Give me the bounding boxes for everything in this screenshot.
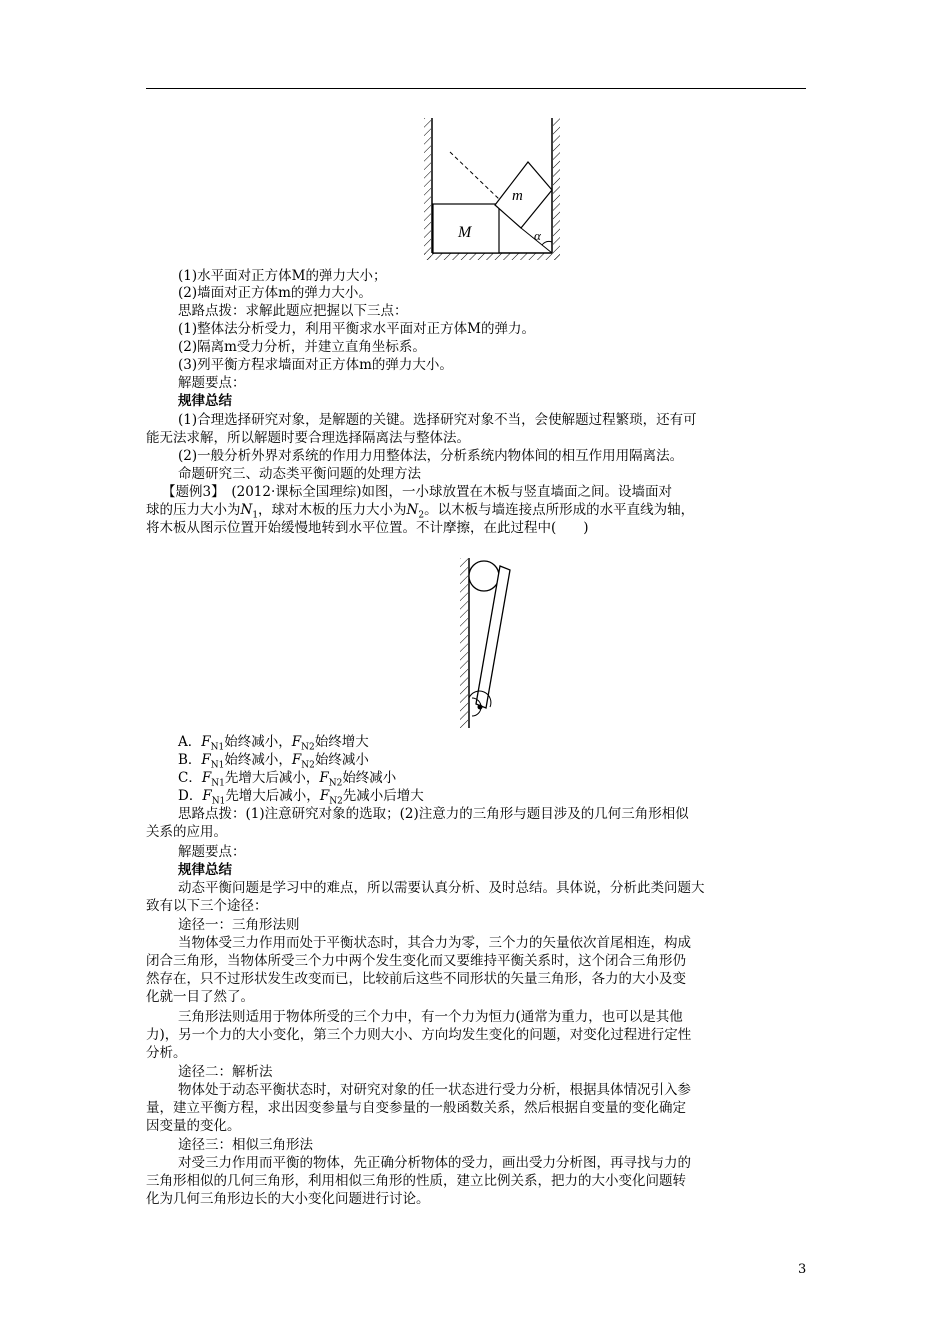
figure-ball-board-wall	[460, 558, 524, 730]
header-rule	[146, 88, 806, 89]
text-line: C．$F_{N1}$先增大后减小，$F_{N2}$始终减小	[178, 770, 397, 789]
page-number: 3	[798, 1262, 807, 1277]
text-line: 动态平衡问题是学习中的难点，所以需要认真分析、及时总结。具体说，分析此类问题大	[178, 880, 705, 896]
label-alpha: α	[534, 228, 541, 243]
text-line: 力)，另一个力的大小变化，第三个力则大小、方向均发生变化的问题，对变化过程进行定性	[146, 1027, 692, 1043]
figure-blocks-in-box	[424, 110, 560, 266]
text-line: 途径一：三角形法则	[178, 917, 300, 933]
text-line: 规律总结	[178, 393, 232, 409]
text-line: 将木板从图示位置开始缓慢地转到水平位置。不计摩擦，在此过程中( )	[146, 520, 589, 536]
text-line: 三角形相似的几何三角形，利用相似三角形的性质，建立比例关系，把力的大小变化问题转	[146, 1173, 686, 1189]
text-line: (1)水平面对正方体M的弹力大小；	[178, 268, 387, 284]
text-line: (3)列平衡方程求墙面对正方体m的弹力大小。	[178, 357, 453, 373]
text-line: 化就一目了然了。	[146, 989, 254, 1005]
text-line: 能无法求解，所以解题时要合理选择隔离法与整体法。	[146, 430, 470, 446]
text-line: (2)墙面对正方体m的弹力大小。	[178, 285, 372, 301]
text-line: 规律总结	[178, 862, 232, 878]
text-line: (2)一般分析外界对系统的作用力用整体法，分析系统内物体间的相互作用用隔离法。	[178, 448, 684, 464]
text-line: 致有以下三个途径：	[146, 898, 268, 914]
text-line: 【题例3】 (2012·课标全国理综)如图，一小球放置在木板与竖直墙面之间。设墙面对	[162, 484, 673, 500]
text-line: 途径三：相似三角形法	[178, 1137, 313, 1153]
text-line: 球的压力大小为$N_1$，球对木板的压力大小为$N_2$。以木板与墙连接点所形成的水平直线为轴，	[146, 502, 695, 521]
text-line: B．$F_{N1}$始终减小，$F_{N2}$始终减小	[178, 752, 369, 771]
label-M: M	[458, 224, 472, 241]
text-line: 命题研究三、动态类平衡问题的处理方法	[178, 466, 421, 482]
text-line: 解题要点：	[178, 844, 246, 860]
text-line: 解题要点：	[178, 375, 246, 391]
text-line: 闭合三角形，当物体所受三个力中两个发生变化而又要维持平衡关系时，这个闭合三角形仍	[146, 953, 686, 969]
text-line: 途径二：解析法	[178, 1064, 273, 1080]
text-line: 然存在，只不过形状发生改变而已，比较前后这些不同形状的矢量三角形，各力的大小及变	[146, 971, 686, 987]
text-line: 当物体受三力作用而处于平衡状态时，其合力为零，三个力的矢量依次首尾相连，构成	[178, 935, 691, 951]
text-line: 化为几何三角形边长的大小变化问题进行讨论。	[146, 1191, 430, 1207]
text-line: D．$F_{N1}$先增大后减小，$F_{N2}$先减小后增大	[178, 788, 424, 807]
text-line: 因变量的变化。	[146, 1118, 241, 1134]
text-line: (1)整体法分析受力，利用平衡求水平面对正方体M的弹力。	[178, 321, 535, 337]
text-line: A．$F_{N1}$始终减小，$F_{N2}$始终增大	[178, 734, 369, 753]
text-line: 三角形法则适用于物体所受的三个力中，有一个力为恒力(通常为重力，也可以是其他	[178, 1009, 683, 1025]
text-line: 量，建立平衡方程，求出因变参量与自变参量的一般函数关系，然后根据自变量的变化确定	[146, 1100, 686, 1116]
text-line: (1)合理选择研究对象，是解题的关键。选择研究对象不当，会使解题过程繁琐，还有可	[178, 412, 697, 428]
label-m: m	[512, 188, 523, 204]
text-line: 物体处于动态平衡状态时，对研究对象的任一状态进行受力分析，根据具体情况引入参	[178, 1082, 691, 1098]
text-line: 分析。	[146, 1045, 187, 1061]
text-line: 思路点拨：求解此题应把握以下三点：	[178, 303, 408, 319]
text-line: 关系的应用。	[146, 824, 227, 840]
text-line: (2)隔离m受力分析，并建立直角坐标系。	[178, 339, 426, 355]
text-line: 思路点拨：(1)注意研究对象的选取；(2)注意力的三角形与题目涉及的几何三角形相似	[178, 806, 689, 822]
text-line: 对受三力作用而平衡的物体，先正确分析物体的受力，画出受力分析图，再寻找与力的	[178, 1155, 691, 1171]
